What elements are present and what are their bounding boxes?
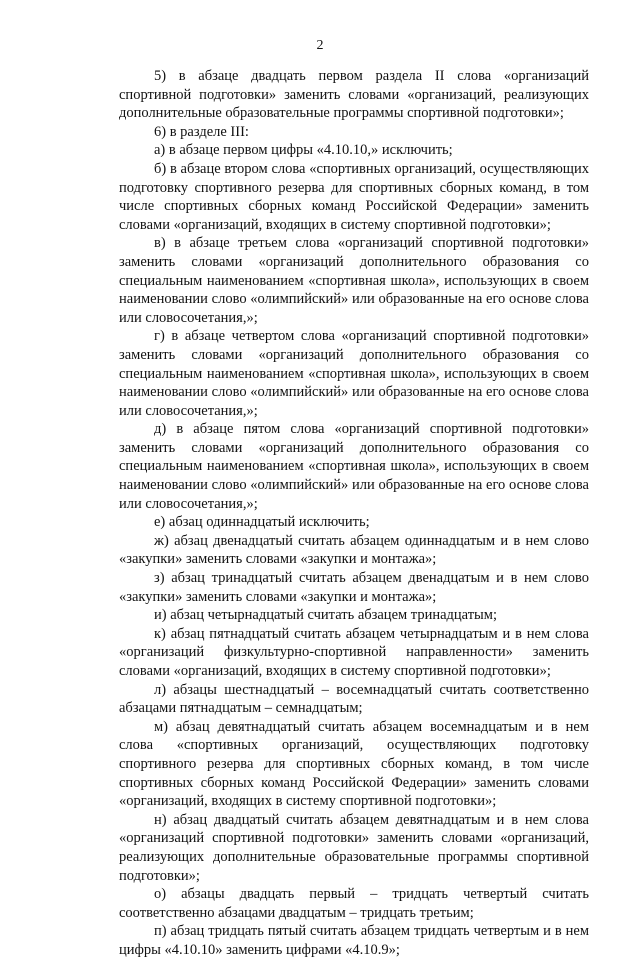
paragraph-6i: и) абзац четырнадцатый считать абзацем тринадцатым; [154,607,498,624]
paragraph-6a: а) в абзаце первом цифры «4.10.10,» исключить; [154,142,453,159]
paragraph-6z: з) абзац тринадцатый считать абзацем двенадцатым и в нем слово «закупки» заменить словами «закупки и монтажа»; [119,570,589,605]
paragraph-6p: п) абзац тридцать пятый считать абзацем тридцать четвертым и в нем цифры «4.10.10» заменить цифрами «4.10.9»; [119,923,589,958]
page-number: 2 [316,38,324,53]
paragraph-6e: е) абзац одиннадцатый исключить; [154,514,370,531]
paragraph-6o: о) абзацы двадцать первый – тридцать четвертый считать соответственно абзацами двадцатым – тридцать третьим; [119,886,589,921]
paragraph-6: 6) в разделе III: [154,123,249,140]
paragraph-6l: л) абзацы шестнадцатый – восемнадцатый считать соответственно абзацами пятнадцатым – семнадцатым; [119,681,589,717]
paragraph-6g: г) в абзаце четвертом слова «организаций спортивной подготовки» заменить словами «организаций дополнительного образования со специальным наименованием «спортивная школа», использующих в своем наименовании слово «олимпийский» или образованные на его основе слова или словосочетания,»; [119,328,589,419]
paragraph-6b: б) в абзаце втором слова «спортивных организаций, осуществляющих подготовку спортивного резерва для спортивных сборных команд, в том числе спортивных сборных команд Российской Федерации» заменить словами «организаций, входящих в систему спортивной подготовки»; [119,160,589,233]
paragraph-6m: м) абзац девятнадцатый считать абзацем восемнадцатым и в нем слова «спортивных организаций, осуществляющих подготовку спортивного резерва для спортивных сборных команд, в том числе спортивных сборных команд Российской Федерации» заменить словами «организаций, входящих в систему спортивной подготовки»; [119,718,589,810]
paragraph-6zh: ж) абзац двенадцатый считать абзацем одиннадцатым и в нем слово «закупки» заменить словами «закупки и монтажа»; [119,532,589,568]
paragraph-6n: н) абзац двадцатый считать абзацем девятнадцатым и в нем слова «организаций спортивной подготовки» заменить словами «организаций, реализующих дополнительные образовательные программы спортивной подготовки»; [119,811,589,884]
paragraph-6d: д) в абзаце пятом слова «организаций спортивной подготовки» заменить словами «организаций дополнительного образования со специальным наименованием «спортивная школа», использующих в своем наименовании слово «олимпийский» или образованные на его основе слова или словосочетания,»; [119,421,589,512]
document-body [119,67,589,960]
paragraph-5: 5) в абзаце двадцать первом раздела II слова «организаций спортивной подготовки» заменить словами «организаций, реализующих дополнительные образовательные программы спортивной подготовки»; [119,68,589,122]
paragraph-6v: в) в абзаце третьем слова «организаций спортивной подготовки» заменить словами «организаций дополнительного образования со специальным наименованием «спортивная школа», использующих в своем наименовании слово «олимпийский» или образованные на его основе слова или словосочетания,»; [119,235,589,326]
paragraph-6k: к) абзац пятнадцатый считать абзацем четырнадцатым и в нем слова «организаций физкультурно-спортивной направленности» заменить словами «организаций, входящих в систему спортивной подготовки»; [119,625,589,679]
